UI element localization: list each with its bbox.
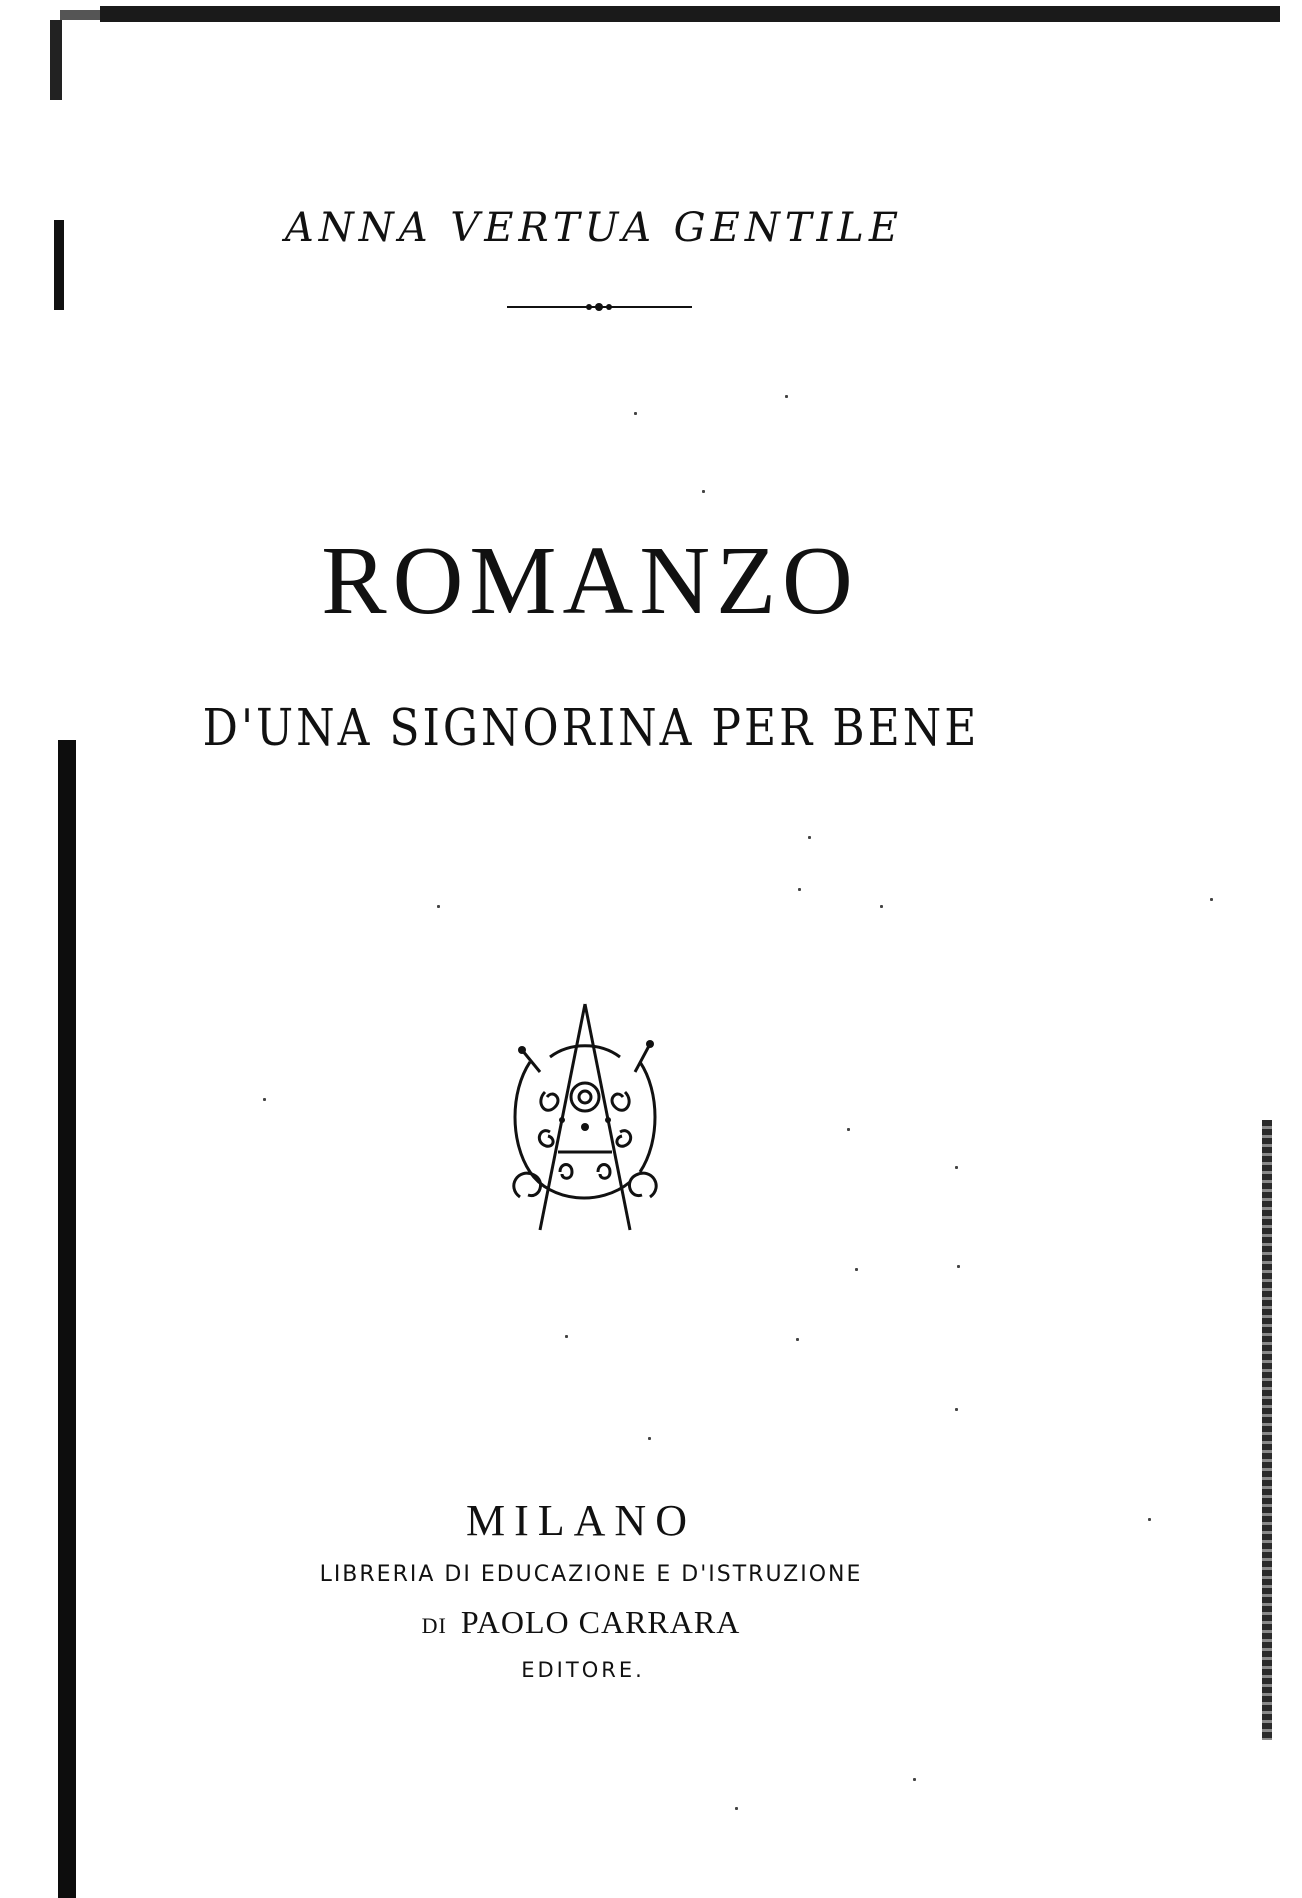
scan-speck: [796, 1338, 799, 1341]
scan-speck: [847, 1128, 850, 1131]
scan-speck: [880, 905, 883, 908]
ornamental-rule: [507, 300, 692, 314]
publisher-prefix: DI: [421, 1613, 447, 1638]
scan-speck: [955, 1166, 958, 1169]
scan-speck: [855, 1268, 858, 1271]
scan-speck: [785, 395, 788, 398]
scan-speck: [1210, 898, 1213, 901]
publisher-role: EDITORE.: [521, 1658, 645, 1682]
scan-speck: [437, 905, 440, 908]
publisher-line: LIBRERIA DI EDUCAZIONE E D'ISTRUZIONE: [319, 1562, 863, 1587]
scan-speck: [735, 1807, 738, 1810]
publication-city: MILANO: [466, 1496, 696, 1545]
publisher-name-line: [0, 1604, 1232, 1641]
scan-left-edge-lower: [58, 740, 76, 1898]
scan-top-edge: [100, 6, 1280, 22]
scan-speck: [913, 1778, 916, 1781]
scan-speck: [263, 1098, 266, 1101]
scan-speck: [808, 836, 811, 839]
scan-speck: [957, 1265, 960, 1268]
publisher-name: PAOLO CARRARA: [460, 1604, 741, 1640]
publisher-monogram-icon: [500, 1002, 670, 1232]
scan-speck: [565, 1335, 568, 1338]
book-title: ROMANZO: [321, 527, 859, 635]
scan-speck: [955, 1408, 958, 1411]
scan-speck: [702, 490, 705, 493]
scan-right-edge: [1262, 1120, 1272, 1740]
scan-left-edge-upper: [50, 20, 62, 100]
author-name: ANNA VERTUA GENTILE: [284, 205, 904, 251]
scan-speck: [634, 412, 637, 415]
scan-speck: [648, 1437, 651, 1440]
book-subtitle: D'UNA SIGNORINA PER BENE: [202, 699, 980, 758]
scan-speck: [798, 888, 801, 891]
